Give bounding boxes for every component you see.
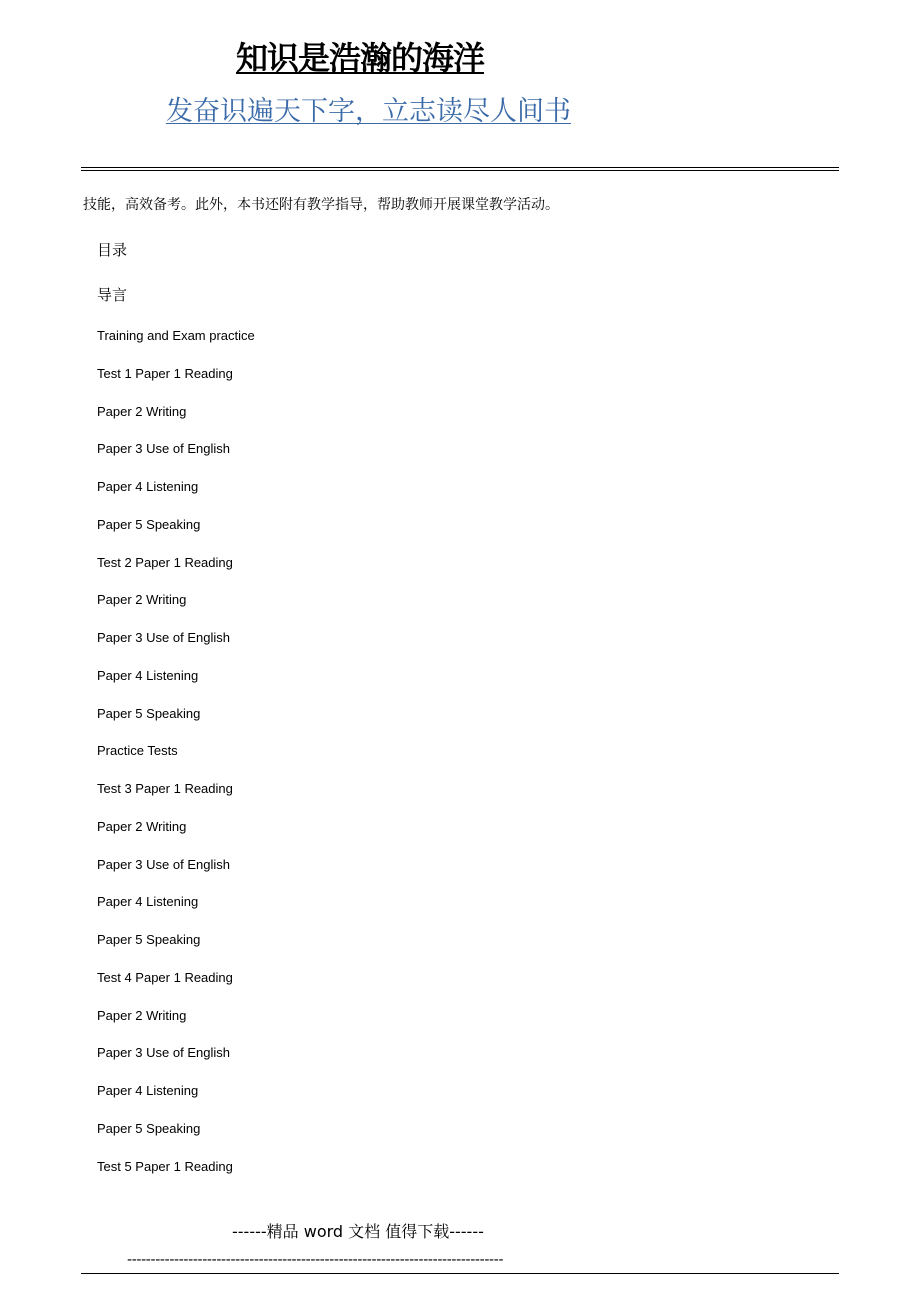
footer-dashed-line: -------------------------------------------------------------------------------- (127, 1252, 504, 1268)
contents-heading: 目录 (97, 241, 128, 259)
toc-item: Test 2 Paper 1 Reading (97, 554, 233, 570)
toc-item: Paper 3 Use of English (97, 856, 230, 872)
toc-item: Paper 2 Writing (97, 818, 187, 834)
toc-item: Test 1 Paper 1 Reading (97, 365, 233, 381)
toc-item: Paper 4 Listening (97, 894, 199, 910)
page-subtitle: 发奋识遍天下字，立志读尽人间书 (166, 96, 571, 127)
toc-item: Test 5 Paper 1 Reading (97, 1158, 233, 1174)
preface-heading: 导言 (97, 286, 128, 304)
toc-item: Paper 3 Use of English (97, 630, 230, 645)
toc-item: Paper 2 Writing (97, 1007, 187, 1023)
footer-divider (81, 1273, 839, 1274)
intro-text: 技能，高效备考。此外，本书还附有教学指导，帮助教师开展课堂教学活动。 (83, 197, 559, 213)
toc-item: Paper 5 Speaking (97, 932, 201, 947)
toc-item: Paper 5 Speaking (97, 1120, 201, 1136)
toc-item: Paper 5 Speaking (97, 705, 201, 721)
table-of-contents (97, 326, 255, 1194)
toc-item: Test 4 Paper 1 Reading (97, 969, 233, 985)
page-title: 知识是浩瀚的海洋 (236, 39, 485, 77)
toc-item: Paper 5 Speaking (97, 516, 201, 532)
toc-item: Paper 4 Listening (97, 1083, 199, 1098)
toc-item: Test 3 Paper 1 Reading (97, 781, 233, 796)
toc-item: Training and Exam practice (97, 328, 255, 343)
footer-tagline: ------精品 word 文档 值得下载------ (232, 1222, 484, 1241)
toc-item: Paper 3 Use of English (97, 1045, 230, 1061)
toc-item: Paper 4 Listening (97, 667, 199, 683)
toc-item: Paper 2 Writing (97, 592, 187, 608)
toc-item: Paper 3 Use of English (97, 441, 230, 457)
toc-item: Paper 2 Writing (97, 403, 187, 419)
header-divider (81, 167, 839, 171)
toc-item: Practice Tests (97, 743, 178, 759)
toc-item: Paper 4 Listening (97, 479, 199, 494)
